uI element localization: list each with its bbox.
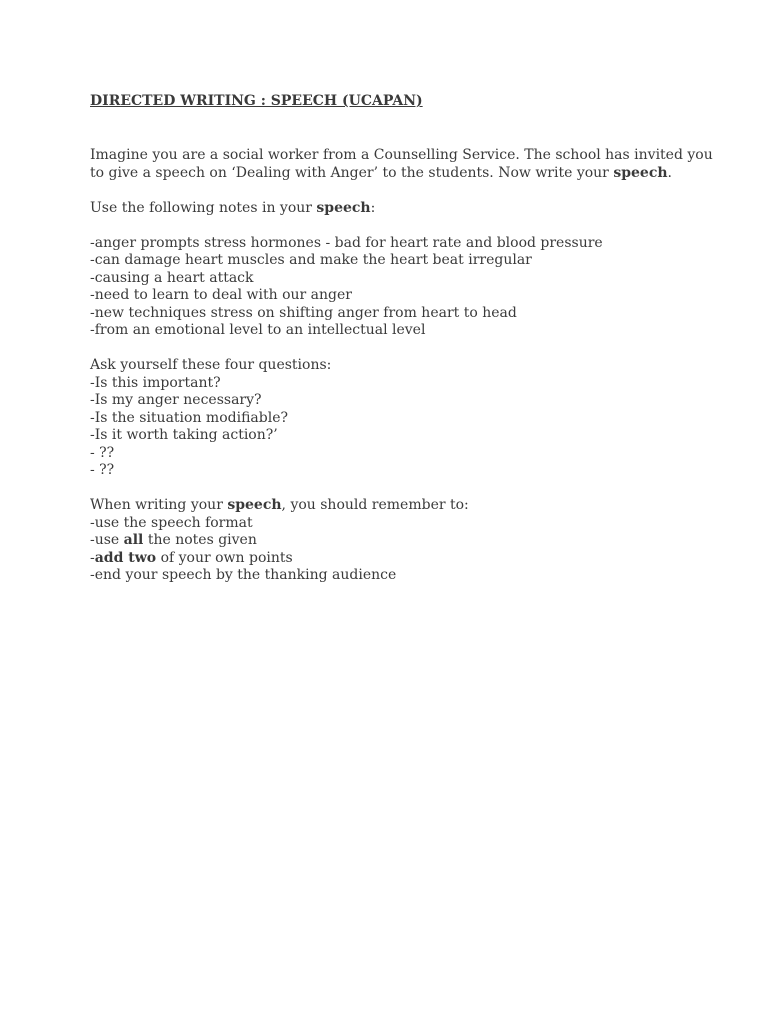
questions-intro: Ask yourself these four questions: bbox=[90, 357, 332, 373]
remember-intro-end: , you should remember to: bbox=[281, 497, 469, 513]
note-item: -need to learn to deal with our anger bbox=[90, 287, 352, 303]
question-item: -Is this important? bbox=[90, 374, 221, 391]
notes-intro-speech-bold: speech bbox=[316, 199, 371, 216]
document-title: DIRECTED WRITING : SPEECH (UCAPAN) bbox=[90, 93, 423, 109]
intro-line-2 bbox=[90, 165, 710, 183]
remember-item: -use the speech format bbox=[90, 514, 253, 531]
notes-list bbox=[90, 235, 710, 340]
question-item: -Is it worth taking action?’ bbox=[90, 427, 278, 443]
remember-item bbox=[90, 550, 710, 568]
notes-intro bbox=[90, 200, 710, 218]
question-item: - ?? bbox=[90, 444, 115, 461]
note-item: -can damage heart muscles and make the heart beat irregular bbox=[90, 252, 532, 268]
document-page bbox=[90, 92, 713, 585]
remember-intro-text: When writing your bbox=[90, 497, 228, 513]
notes-intro-colon: : bbox=[370, 199, 376, 216]
note-item: -anger prompts stress hormones - bad for heart rate and blood pressure bbox=[90, 234, 603, 251]
intro-line-1: Imagine you are a social worker from a Counselling Service. The school has invited you bbox=[90, 147, 713, 163]
remember-intro bbox=[90, 497, 710, 515]
note-item: -new techniques stress on shifting anger from heart to head bbox=[90, 304, 517, 321]
intro-speech-bold: speech bbox=[613, 164, 668, 181]
remember-item-3-pre: - bbox=[90, 549, 95, 566]
remember-item-3-post: of your own points bbox=[156, 549, 293, 566]
remember-item-2-post: the notes given bbox=[143, 532, 257, 548]
questions-section bbox=[90, 357, 710, 480]
remember-item: -end your speech by the thanking audience bbox=[90, 567, 397, 583]
note-item: -causing a heart attack bbox=[90, 269, 254, 286]
intro-line-2-end: . bbox=[667, 164, 672, 181]
question-item: -Is the situation modifiable? bbox=[90, 409, 288, 426]
question-item: -Is my anger necessary? bbox=[90, 392, 262, 408]
remember-section bbox=[90, 497, 710, 585]
note-item: -from an emotional level to an intellectual level bbox=[90, 322, 426, 338]
remember-all-bold: all bbox=[123, 532, 144, 548]
remember-add-two-bold: add two bbox=[94, 549, 157, 566]
intro-line-2-text: to give a speech on ‘Dealing with Anger’ to the students. Now write your bbox=[90, 164, 614, 181]
remember-speech-bold: speech bbox=[227, 497, 282, 513]
notes-intro-text: Use the following notes in your bbox=[90, 199, 317, 216]
remember-item-2-pre: -use bbox=[90, 532, 124, 548]
remember-item bbox=[90, 532, 710, 550]
question-item: - ?? bbox=[90, 462, 115, 478]
intro-paragraph bbox=[90, 147, 713, 182]
